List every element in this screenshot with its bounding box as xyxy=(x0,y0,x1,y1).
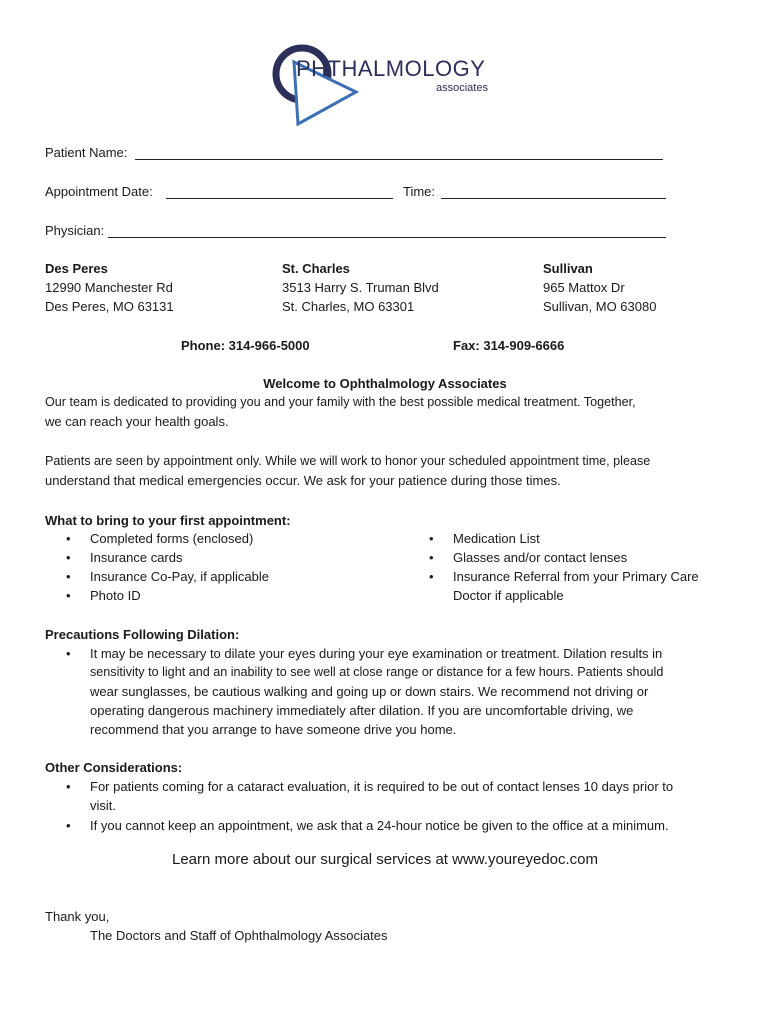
welcome-para-1-line-2: we can reach your health goals. xyxy=(45,414,229,429)
appointment-date-label: Appointment Date: xyxy=(45,184,153,199)
location-name: Des Peres xyxy=(45,261,108,276)
list-item: • Photo ID xyxy=(66,588,141,603)
bring-list-right xyxy=(408,529,699,605)
location-sullivan xyxy=(543,259,656,316)
eye-logo-icon xyxy=(268,40,368,130)
location-street: 965 Mattox Dr xyxy=(543,280,625,295)
list-item: • Insurance cards xyxy=(66,550,183,565)
patient-name-label: Patient Name: xyxy=(45,145,128,160)
other-item-1-line-2: visit. xyxy=(90,798,116,813)
physician-field[interactable] xyxy=(108,237,666,238)
dilation-line: sensitivity to light and an inability to see well at close range or distance for a few hours. Patients should xyxy=(90,665,664,679)
phone-number: Phone: 314-966-5000 xyxy=(181,338,310,353)
learn-more-line: Learn more about our surgical services at www.youreyedoc.com xyxy=(171,851,599,868)
bullet-icon: • xyxy=(66,818,71,833)
location-name: St. Charles xyxy=(282,261,350,276)
logo-subtitle: associates xyxy=(436,82,488,94)
location-city: Sullivan, MO 63080 xyxy=(543,299,657,314)
location-st-charles xyxy=(282,259,439,316)
location-street: 3513 Harry S. Truman Blvd xyxy=(282,280,439,295)
dilation-line: It may be necessary to dilate your eyes during your eye examination or treatment. Dilation results in xyxy=(90,646,663,661)
welcome-title: Welcome to Ophthalmology Associates xyxy=(263,376,507,391)
dilation-line: operating dangerous machinery immediately after dilation. If you are uncomfortable driving, we xyxy=(90,703,634,718)
thank-you: Thank you, xyxy=(45,909,110,924)
bring-list-left xyxy=(45,529,269,605)
other-item-2: If you cannot keep an appointment, we ask that a 24-hour notice be given to the office at a minimum. xyxy=(90,818,669,833)
patient-name-field[interactable] xyxy=(135,159,663,160)
fax-number: Fax: 314-909-6666 xyxy=(453,338,565,353)
list-item: • Glasses and/or contact lenses xyxy=(429,550,628,565)
location-street: 12990 Manchester Rd xyxy=(45,280,173,295)
list-item: • Insurance Referral from your Primary Care xyxy=(429,569,699,584)
dilation-text xyxy=(90,644,663,739)
signature: The Doctors and Staff of Ophthalmology Associates xyxy=(90,928,388,943)
physician-label: Physician: xyxy=(45,223,105,238)
bullet-icon: • xyxy=(66,779,71,794)
list-item: • Insurance Co-Pay, if applicable xyxy=(66,569,269,584)
welcome-para-1-line-1: Our team is dedicated to providing you and your family with the best possible medical treatment. Together, xyxy=(45,395,636,409)
time-field[interactable] xyxy=(441,198,666,199)
list-item: Doctor if applicable xyxy=(453,588,564,603)
dilation-heading: Precautions Following Dilation: xyxy=(45,627,240,642)
welcome-para-2-line-1: Patients are seen by appointment only. While we will work to honor your scheduled appointment time, please xyxy=(45,454,651,468)
location-name: Sullivan xyxy=(543,261,593,276)
time-label: Time: xyxy=(403,184,436,199)
bullet-icon: • xyxy=(66,646,71,661)
welcome-para-2-line-2: understand that medical emergencies occur. We ask for your patience during those times. xyxy=(45,473,561,488)
dilation-line: recommend that you arrange to have someone drive you home. xyxy=(90,722,457,737)
logo-wordmark: PHTHALMOLOGY xyxy=(296,56,486,81)
other-heading: Other Considerations: xyxy=(45,760,183,775)
list-item: • Completed forms (enclosed) xyxy=(66,531,254,546)
other-item-1-line-1: For patients coming for a cataract evaluation, it is required to be out of contact lenses 10 days prior to xyxy=(90,779,674,794)
location-city: Des Peres, MO 63131 xyxy=(45,299,174,314)
dilation-line: wear sunglasses, be cautious walking and going up or down stairs. We recommend not driving or xyxy=(90,684,649,699)
list-item: • Medication List xyxy=(429,531,540,546)
bring-heading: What to bring to your first appointment: xyxy=(45,513,291,528)
ophthalmology-logo xyxy=(268,40,508,130)
location-des-peres xyxy=(45,259,174,316)
appointment-date-field[interactable] xyxy=(166,198,393,199)
location-city: St. Charles, MO 63301 xyxy=(282,299,415,314)
